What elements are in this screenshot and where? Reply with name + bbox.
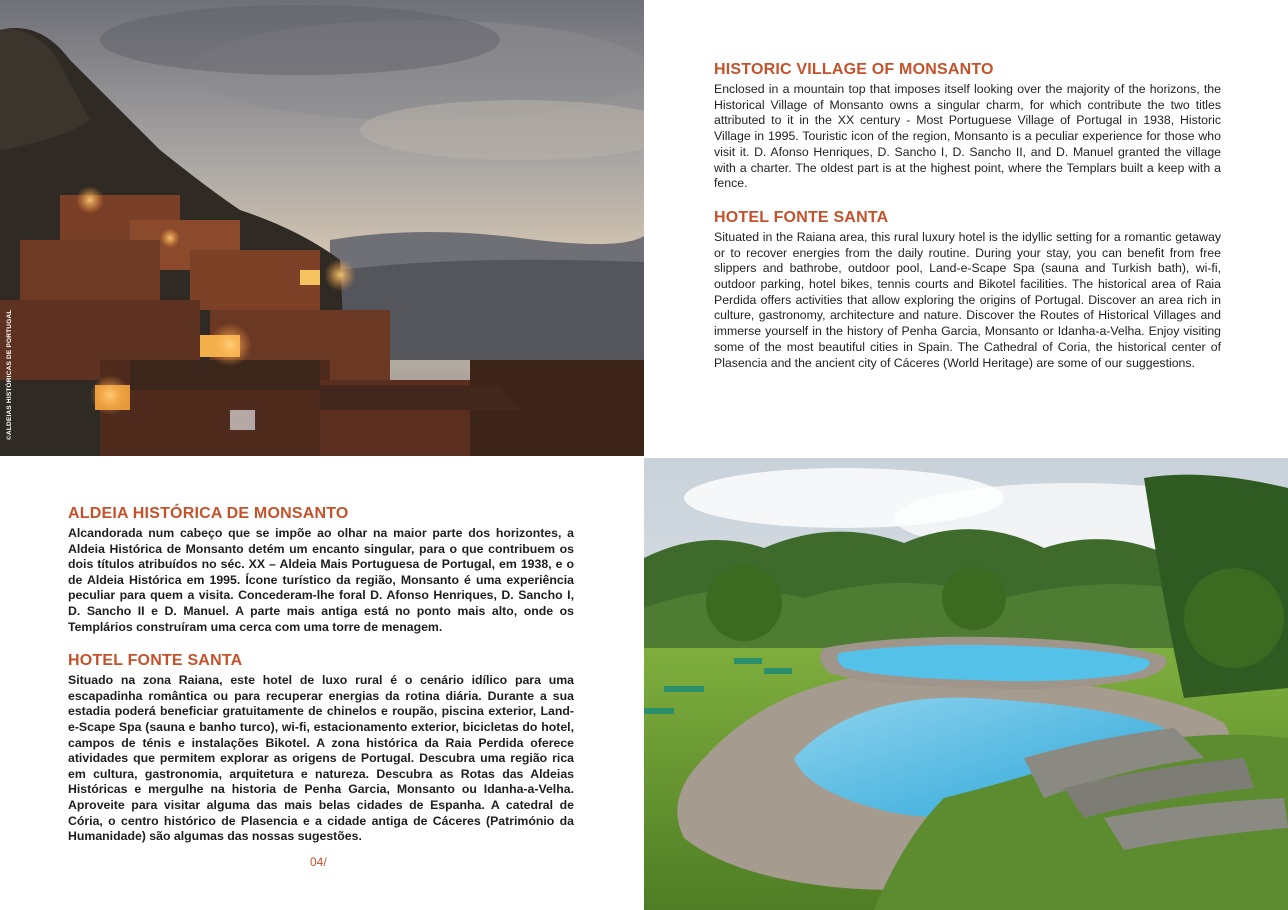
body-aldeia-historica: Alcandorada num cabeço que se impõe ao olhar na maior parte dos horizontes, a Aldeia Histórica de Monsanto detém um encanto singular, para o que contribuem os dois títulos atribuídos no séc. XX – Aldeia Mais Portuguesa de Portugal, em 1938, e o de Aldeia Histórica em 1995. Ícone turístico da região, Monsanto é uma experiência peculiar para quem a visita. Concederam-lhe foral D. Afonso Henriques, D. Sancho I, D. Sancho II e D. Manuel. A parte mais antiga está no ponto mais alto, onde os Templários construíram uma cerca com uma torre de menagem. xyxy=(68,526,574,634)
heading-aldeia-historica: ALDEIA HISTÓRICA DE MONSANTO xyxy=(68,505,349,522)
heading-hotel-fonte-santa-pt: HOTEL FONTE SANTA xyxy=(68,652,243,670)
english-text-block xyxy=(714,61,1221,371)
body-historic-village: Enclosed in a mountain top that imposes itself looking over the majority of the horizons, the Historical Village of Monsanto owns a singular charm, for which contribute the two titles attributed to it in the XX century - Most Portuguese Village of Portugal in 1938, Historic Village in 1995. Touristic icon of the region, Monsanto is a peculiar experience for those who visit it. D. Afonso Henriques, D. Sancho I, D. Sancho II, and D. Manuel granted the village with a charter. The oldest part is at the highest point, where the Templars built a keep with a fence. xyxy=(714,82,1221,191)
hotel-pool-photo xyxy=(644,458,1288,910)
heading-hotel-fonte-santa-en: HOTEL FONTE SANTA xyxy=(714,208,889,226)
portuguese-text-block xyxy=(68,505,574,845)
photo-credit: ©ALDEIAS HISTÓRICAS DE PORTUGAL xyxy=(6,309,13,440)
heading-historic-village: HISTORIC VILLAGE OF MONSANTO xyxy=(714,61,994,78)
body-hotel-fonte-santa-pt: Situado na zona Raiana, este hotel de luxo rural é o cenário idílico para uma escapadinha romântica ou para recuperar energias da rotina diária. Durante a sua estadia poderá beneficiar gratuitamente de chinelos e roupão, piscina exterior, Land-e-Scape Spa (sauna e banho turco), wi-fi, estacionamento exterior, bicicletas do hotel, campos de ténis e instalações Bikotel. A zona histórica da Raia Perdida oferece atividades que permitem explorar as origens de Portugal. Descubra uma região rica em cultura, gastronomia, arquitetura e natureza. Descubra as Rotas das Aldeias Históricas e mergulhe na historia de Penha Garcia, Monsanto ou Idanha-a-Velha. Aproveite para visitar alguma das mais belas cidades de Espanha. A catedral de Cória, o centro histórico de Plasencia e a cidade antiga de Cáceres (Património da Humanidade) são algumas das nossas sugestões. xyxy=(68,673,574,844)
monsanto-village-photo xyxy=(0,0,644,456)
body-hotel-fonte-santa-en: Situated in the Raiana area, this rural luxury hotel is the idyllic setting for a romantic getaway or to recover energies from the daily routine. During your stay, you can benefit from free slippers and bathrobe, outdoor pool, Land-e-Scape Spa (sauna and Turkish bath), wi-fi, outdoor parking, hotel bikes, tennis courts and Bikotel facilities. The historical area of Raia Perdida offers activities that allow exploring the origins of Portugal. Discover an area rich in culture, gastronomy, architecture and nature. Discover the Routes of Historical Villages and immerse yourself in the history of Penha Garcia, Monsanto or Idanha-a-Velha. Enjoy visiting some of the most beautiful cities in Spain. The Cathedral of Coria, the historical center of Plasencia and the ancient city of Cáceres (World Heritage) are some of our suggestions. xyxy=(714,229,1221,370)
page-number: 04/ xyxy=(310,855,327,869)
